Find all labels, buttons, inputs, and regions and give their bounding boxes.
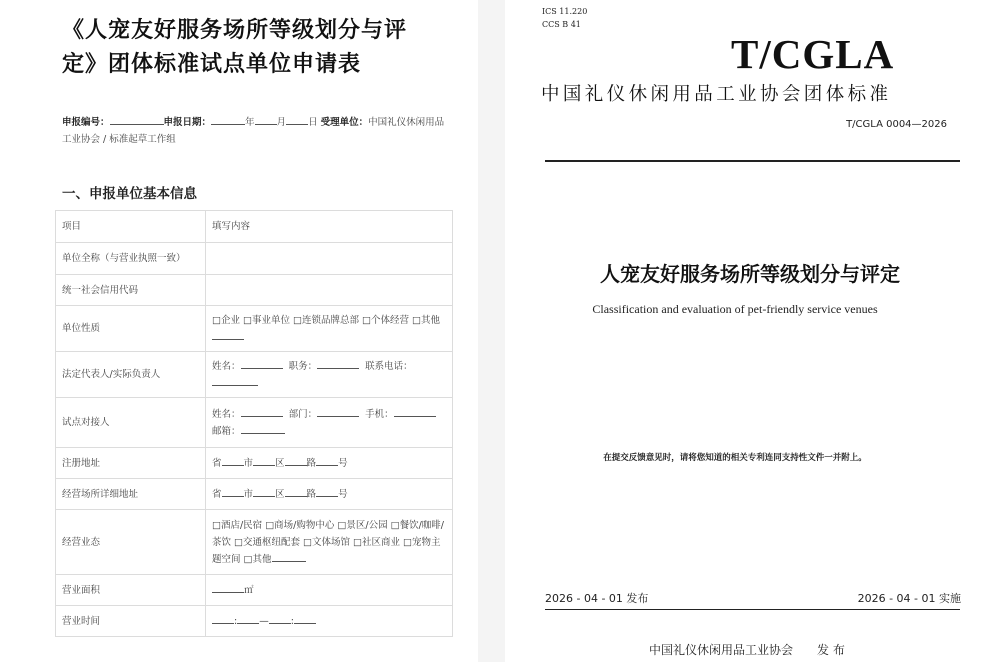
number-field[interactable] — [316, 455, 338, 466]
open-minute-field[interactable] — [237, 613, 259, 624]
name-field[interactable] — [241, 358, 283, 369]
time-separator: : — [234, 615, 238, 627]
road-field[interactable] — [285, 486, 307, 497]
mobile-field[interactable] — [394, 406, 436, 417]
unit-type-options[interactable] — [206, 306, 453, 352]
implement-date: 2026 - 04 - 01 实施 — [857, 592, 961, 605]
year-label: 年 — [245, 117, 255, 128]
header-item: 项目 — [56, 211, 206, 243]
standard-title: 人宠友好服务场所等级划分与评定 — [600, 262, 900, 286]
business-type-text: 茶饮 □交通枢纽配套 □文体场馆 □社区商业 □宠物主 — [212, 536, 441, 548]
business-type-text: □酒店/民宿 □商场/购物中心 □景区/公园 □餐饮/咖啡/ — [212, 519, 444, 531]
application-date-label: 申报日期： — [163, 117, 212, 128]
table-row — [56, 575, 453, 606]
row-label: 统一社会信用代码 — [56, 275, 206, 306]
publish-date: 2026 - 04 - 01 发布 — [545, 592, 649, 605]
close-hour-field[interactable] — [269, 613, 291, 624]
application-number-field[interactable] — [110, 114, 164, 125]
other-field[interactable] — [272, 551, 306, 562]
table-row — [56, 306, 453, 352]
row-label: 注册地址 — [56, 448, 206, 479]
district-field[interactable] — [253, 455, 275, 466]
patent-note: 在提交反馈意见时，请将您知道的相关专利连同支持性文件一并附上。 — [603, 453, 867, 463]
registered-address-fields[interactable] — [206, 448, 453, 479]
table-row — [56, 398, 453, 448]
road-label: 路 — [306, 488, 317, 500]
table-row — [56, 275, 453, 306]
month-field[interactable] — [255, 114, 277, 125]
department-label: 部门： — [288, 408, 318, 420]
standard-number: T/CGLA 0004—2026 — [846, 119, 947, 130]
city-field[interactable] — [222, 455, 244, 466]
area-field[interactable] — [206, 575, 453, 606]
row-label: 单位性质 — [56, 306, 206, 352]
contact-fields[interactable] — [206, 398, 453, 448]
applicant-info-table — [55, 210, 453, 637]
department-field[interactable] — [317, 406, 359, 417]
number-field[interactable] — [316, 486, 338, 497]
open-hour-field[interactable] — [212, 613, 234, 624]
application-meta — [62, 114, 452, 148]
phone-field[interactable] — [212, 375, 258, 386]
issuer — [649, 641, 845, 658]
bottom-rule — [545, 609, 960, 610]
table-row — [56, 606, 453, 637]
unit-type-text: □企业 □事业单位 □连锁品牌总部 □个体经营 □其他 — [212, 314, 440, 326]
row-label: 法定代表人/实际负责人 — [56, 352, 206, 398]
ccs-code: CCS B 41 — [542, 20, 581, 29]
legal-rep-fields[interactable] — [206, 352, 453, 398]
table-row — [56, 510, 453, 575]
district-label: 区 — [275, 488, 285, 500]
phone-label: 联系电话： — [365, 360, 413, 372]
road-field[interactable] — [285, 455, 307, 466]
city-field[interactable] — [222, 486, 244, 497]
ics-code: ICS 11.220 — [542, 7, 588, 16]
section-heading: 一、申报单位基本信息 — [62, 186, 197, 202]
table-row — [56, 448, 453, 479]
number-label: 号 — [338, 488, 348, 500]
row-label: 营业面积 — [56, 575, 206, 606]
day-field[interactable] — [286, 114, 308, 125]
area-unit: ㎡ — [244, 584, 254, 596]
road-label: 路 — [306, 457, 317, 469]
position-field[interactable] — [317, 358, 359, 369]
business-type-text: 题空间 □其他 — [212, 553, 272, 565]
header-content: 填写内容 — [206, 211, 453, 243]
top-rule — [545, 160, 960, 162]
organization-standard-title: 中国礼仪休闲用品工业协会团体标准 — [541, 84, 892, 105]
application-form-page — [0, 0, 478, 662]
city-label: 市 — [243, 488, 254, 500]
time-dash: — — [259, 615, 269, 627]
name-label: 姓名： — [212, 408, 241, 420]
row-label: 单位全称（与营业执照一致） — [56, 243, 206, 275]
province-label: 省 — [212, 457, 222, 469]
table-row — [56, 243, 453, 275]
day-label: 日 — [308, 117, 318, 128]
classification-codes — [542, 5, 587, 31]
business-address-fields[interactable] — [206, 479, 453, 510]
table-row — [56, 479, 453, 510]
area-input[interactable] — [212, 582, 244, 593]
mobile-label: 手机： — [365, 408, 394, 420]
province-label: 省 — [212, 488, 222, 500]
receiver-label: 受理单位： — [320, 117, 369, 128]
city-label: 市 — [243, 457, 254, 469]
row-label: 营业时间 — [56, 606, 206, 637]
month-label: 月 — [276, 117, 287, 128]
close-minute-field[interactable] — [294, 613, 316, 624]
form-title: 《人宠友好服务场所等级划分与评 定》团体标准试点单位申请表 — [62, 18, 408, 77]
business-type-options[interactable] — [206, 510, 453, 575]
other-field[interactable] — [212, 329, 244, 340]
email-label: 邮箱： — [212, 425, 241, 437]
year-field[interactable] — [211, 114, 245, 125]
district-field[interactable] — [253, 486, 275, 497]
standard-cover-page — [505, 0, 992, 662]
row-label: 经营业态 — [56, 510, 206, 575]
name-field[interactable] — [241, 406, 283, 417]
page-gap — [478, 0, 505, 662]
row-label: 经营场所详细地址 — [56, 479, 206, 510]
unit-name-field[interactable] — [206, 243, 453, 275]
number-label: 号 — [338, 457, 348, 469]
district-label: 区 — [275, 457, 285, 469]
table-row — [56, 352, 453, 398]
position-label: 职务： — [288, 360, 318, 372]
issuer-name: 中国礼仪休闲用品工业协会 — [649, 643, 794, 657]
issuer-action: 发 布 — [817, 643, 845, 657]
row-label: 试点对接人 — [56, 398, 206, 448]
hours-field[interactable] — [206, 606, 453, 637]
standard-english-title: Classification and evaluation of pet-friendly service venues — [592, 302, 878, 316]
application-number-label: 申报编号： — [62, 117, 110, 128]
standard-mark: T/CGLA — [731, 31, 895, 77]
name-label: 姓名： — [212, 360, 241, 372]
credit-code-field[interactable] — [206, 275, 453, 306]
email-field[interactable] — [241, 423, 285, 434]
receiver-value: 中国礼仪休闲用品工业协会 / 标准起草工作组 — [62, 117, 445, 145]
table-header-row — [56, 211, 453, 243]
time-separator: : — [290, 615, 294, 627]
